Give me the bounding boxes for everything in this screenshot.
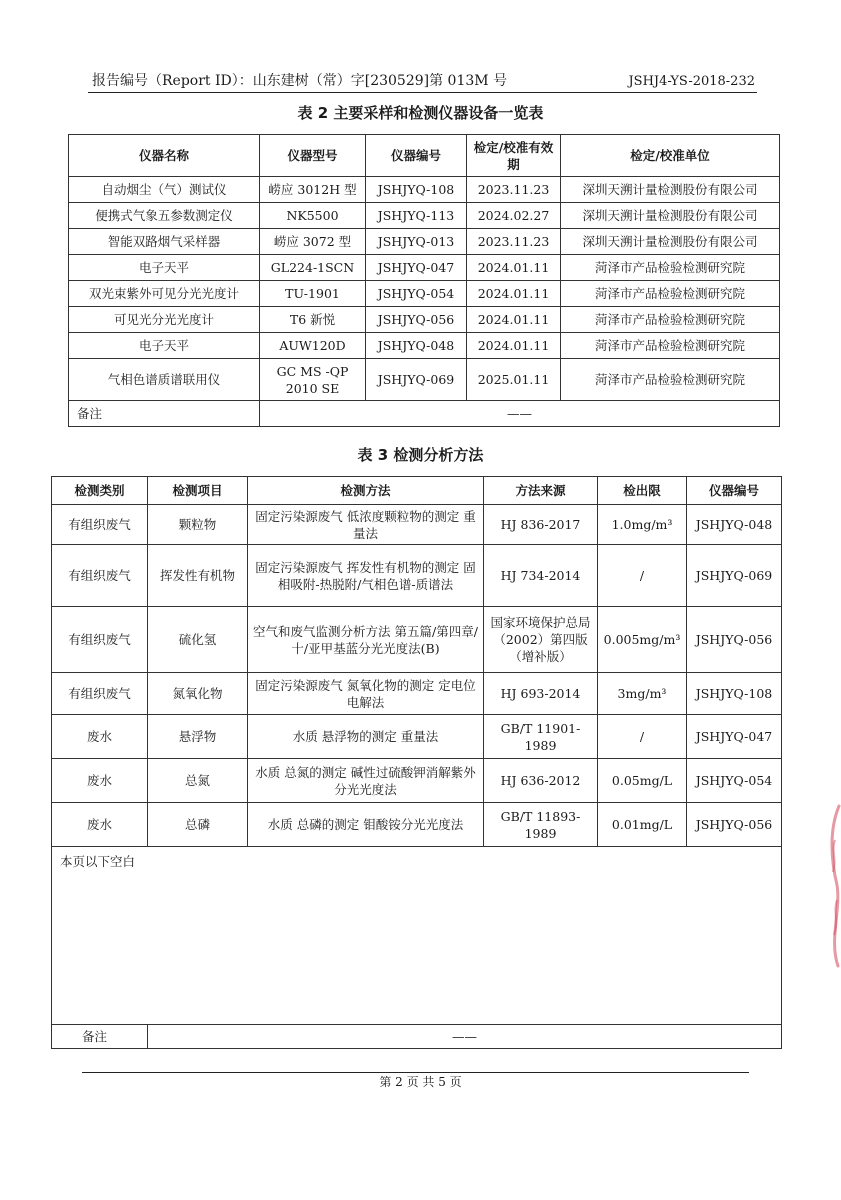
test-category: 废水 [52,759,148,803]
instrument-model: GL224-1SCN [260,255,366,281]
table-row [69,177,780,203]
page-number: 第 2 页 共 5 页 [379,1075,462,1089]
test-item: 总磷 [148,803,248,847]
test-category: 有组织废气 [52,607,148,673]
method-source: HJ 636-2012 [484,759,598,803]
calibration-unit: 菏泽市产品检验检测研究院 [561,281,780,307]
instrument-name: 智能双路烟气采样器 [69,229,260,255]
table-row [52,673,782,715]
table2-title: 表 2 主要采样和检测仪器设备一览表 [297,104,544,122]
col-header: 检测方法 [248,477,484,505]
blank-area-row [52,847,782,1025]
detection-limit: 3mg/m³ [598,673,687,715]
instrument-model: 崂应 3072 型 [260,229,366,255]
method-source: HJ 734-2014 [484,545,598,607]
instrument-name: 电子天平 [69,255,260,281]
valid-until: 2025.01.11 [467,359,561,401]
col-header: 检定/校准有效期 [467,135,561,177]
report-id-header: 报告编号（Report ID）：山东建树（常）字[230529]第 013M 号 [92,73,508,89]
calibration-unit: 菏泽市产品检验检测研究院 [561,359,780,401]
col-header: 仪器编号 [687,477,782,505]
valid-until: 2024.02.27 [467,203,561,229]
test-method: 固定污染源废气 氮氧化物的测定 定电位电解法 [248,673,484,715]
col-header: 检定/校准单位 [561,135,780,177]
test-item: 氮氧化物 [148,673,248,715]
table-row [52,505,782,545]
table-row [69,307,780,333]
table-row [69,359,780,401]
test-category: 有组织废气 [52,505,148,545]
test-method: 水质 悬浮物的测定 重量法 [248,715,484,759]
instrument-id: JSHJYQ-054 [687,759,782,803]
method-source: GB/T 11901-1989 [484,715,598,759]
valid-until: 2024.01.11 [467,307,561,333]
method-source: HJ 693-2014 [484,673,598,715]
analysis-methods-table [51,476,782,1049]
test-item: 悬浮物 [148,715,248,759]
instrument-id: JSHJYQ-108 [366,177,467,203]
detection-limit: / [598,715,687,759]
test-item: 颗粒物 [148,505,248,545]
col-header: 检测类别 [52,477,148,505]
table-row [52,803,782,847]
seal-stamp-fragment [825,800,841,970]
instrument-id: JSHJYQ-108 [687,673,782,715]
instrument-name: 便携式气象五参数测定仪 [69,203,260,229]
test-item: 硫化氢 [148,607,248,673]
instrument-id: JSHJYQ-056 [366,307,467,333]
table-row [69,255,780,281]
instrument-model: GC MS -QP 2010 SE [260,359,366,401]
test-method: 固定污染源废气 低浓度颗粒物的测定 重量法 [248,505,484,545]
col-header: 仪器名称 [69,135,260,177]
table3-title: 表 3 检测分析方法 [357,446,484,464]
col-header: 方法来源 [484,477,598,505]
remark-row [69,401,780,427]
blank-note: 本页以下空白 [52,847,782,1025]
table-row [52,545,782,607]
instrument-id: JSHJYQ-054 [366,281,467,307]
instrument-model: NK5500 [260,203,366,229]
test-category: 有组织废气 [52,545,148,607]
instrument-id: JSHJYQ-047 [687,715,782,759]
instrument-model: TU-1901 [260,281,366,307]
table-row [69,229,780,255]
detection-limit: 0.05mg/L [598,759,687,803]
instrument-id: JSHJYQ-113 [366,203,467,229]
instrument-name: 电子天平 [69,333,260,359]
table-row [69,203,780,229]
table-header-row [69,135,780,177]
instrument-name: 自动烟尘（气）测试仪 [69,177,260,203]
instrument-id: JSHJYQ-048 [687,505,782,545]
test-item: 挥发性有机物 [148,545,248,607]
test-category: 废水 [52,715,148,759]
instrument-name: 可见光分光光度计 [69,307,260,333]
instrument-id: JSHJYQ-056 [687,607,782,673]
equipment-table [68,134,780,427]
test-method: 固定污染源废气 挥发性有机物的测定 固相吸附-热脱附/气相色谱-质谱法 [248,545,484,607]
valid-until: 2023.11.23 [467,177,561,203]
remark-value: —— [148,1025,782,1049]
valid-until: 2024.01.11 [467,281,561,307]
remark-value: —— [260,401,780,427]
instrument-id: JSHJYQ-056 [687,803,782,847]
col-header: 检测项目 [148,477,248,505]
calibration-unit: 菏泽市产品检验检测研究院 [561,255,780,281]
instrument-id: JSHJYQ-048 [366,333,467,359]
table-row [52,607,782,673]
test-method: 水质 总磷的测定 钼酸铵分光光度法 [248,803,484,847]
test-method: 水质 总氮的测定 碱性过硫酸钾消解紫外分光光度法 [248,759,484,803]
instrument-id: JSHJYQ-069 [687,545,782,607]
instrument-model: 崂应 3012H 型 [260,177,366,203]
col-header: 仪器编号 [366,135,467,177]
method-source: 国家环境保护总局（2002）第四版（增补版） [484,607,598,673]
remark-label: 备注 [52,1025,148,1049]
instrument-name: 双光束紫外可见分光光度计 [69,281,260,307]
col-header: 检出限 [598,477,687,505]
calibration-unit: 深圳天溯计量检测股份有限公司 [561,177,780,203]
test-item: 总氮 [148,759,248,803]
instrument-id: JSHJYQ-013 [366,229,467,255]
table-row [52,759,782,803]
method-source: HJ 836-2017 [484,505,598,545]
calibration-unit: 深圳天溯计量检测股份有限公司 [561,229,780,255]
table-row [69,281,780,307]
method-source: GB/T 11893-1989 [484,803,598,847]
calibration-unit: 菏泽市产品检验检测研究院 [561,333,780,359]
table-row [52,715,782,759]
test-method: 空气和废气监测分析方法 第五篇/第四章/十/亚甲基蓝分光光度法(B) [248,607,484,673]
remark-row [52,1025,782,1049]
instrument-id: JSHJYQ-069 [366,359,467,401]
valid-until: 2024.01.11 [467,333,561,359]
instrument-id: JSHJYQ-047 [366,255,467,281]
detection-limit: 0.01mg/L [598,803,687,847]
detection-limit: 0.005mg/m³ [598,607,687,673]
detection-limit: 1.0mg/m³ [598,505,687,545]
document-code: JSHJ4-YS-2018-232 [628,74,755,89]
col-header: 仪器型号 [260,135,366,177]
header-divider [88,92,757,93]
test-category: 废水 [52,803,148,847]
instrument-model: T6 新悦 [260,307,366,333]
valid-until: 2023.11.23 [467,229,561,255]
remark-label: 备注 [69,401,260,427]
calibration-unit: 深圳天溯计量检测股份有限公司 [561,203,780,229]
table-row [69,333,780,359]
detection-limit: / [598,545,687,607]
test-category: 有组织废气 [52,673,148,715]
calibration-unit: 菏泽市产品检验检测研究院 [561,307,780,333]
valid-until: 2024.01.11 [467,255,561,281]
table-header-row [52,477,782,505]
instrument-name: 气相色谱质谱联用仪 [69,359,260,401]
instrument-model: AUW120D [260,333,366,359]
